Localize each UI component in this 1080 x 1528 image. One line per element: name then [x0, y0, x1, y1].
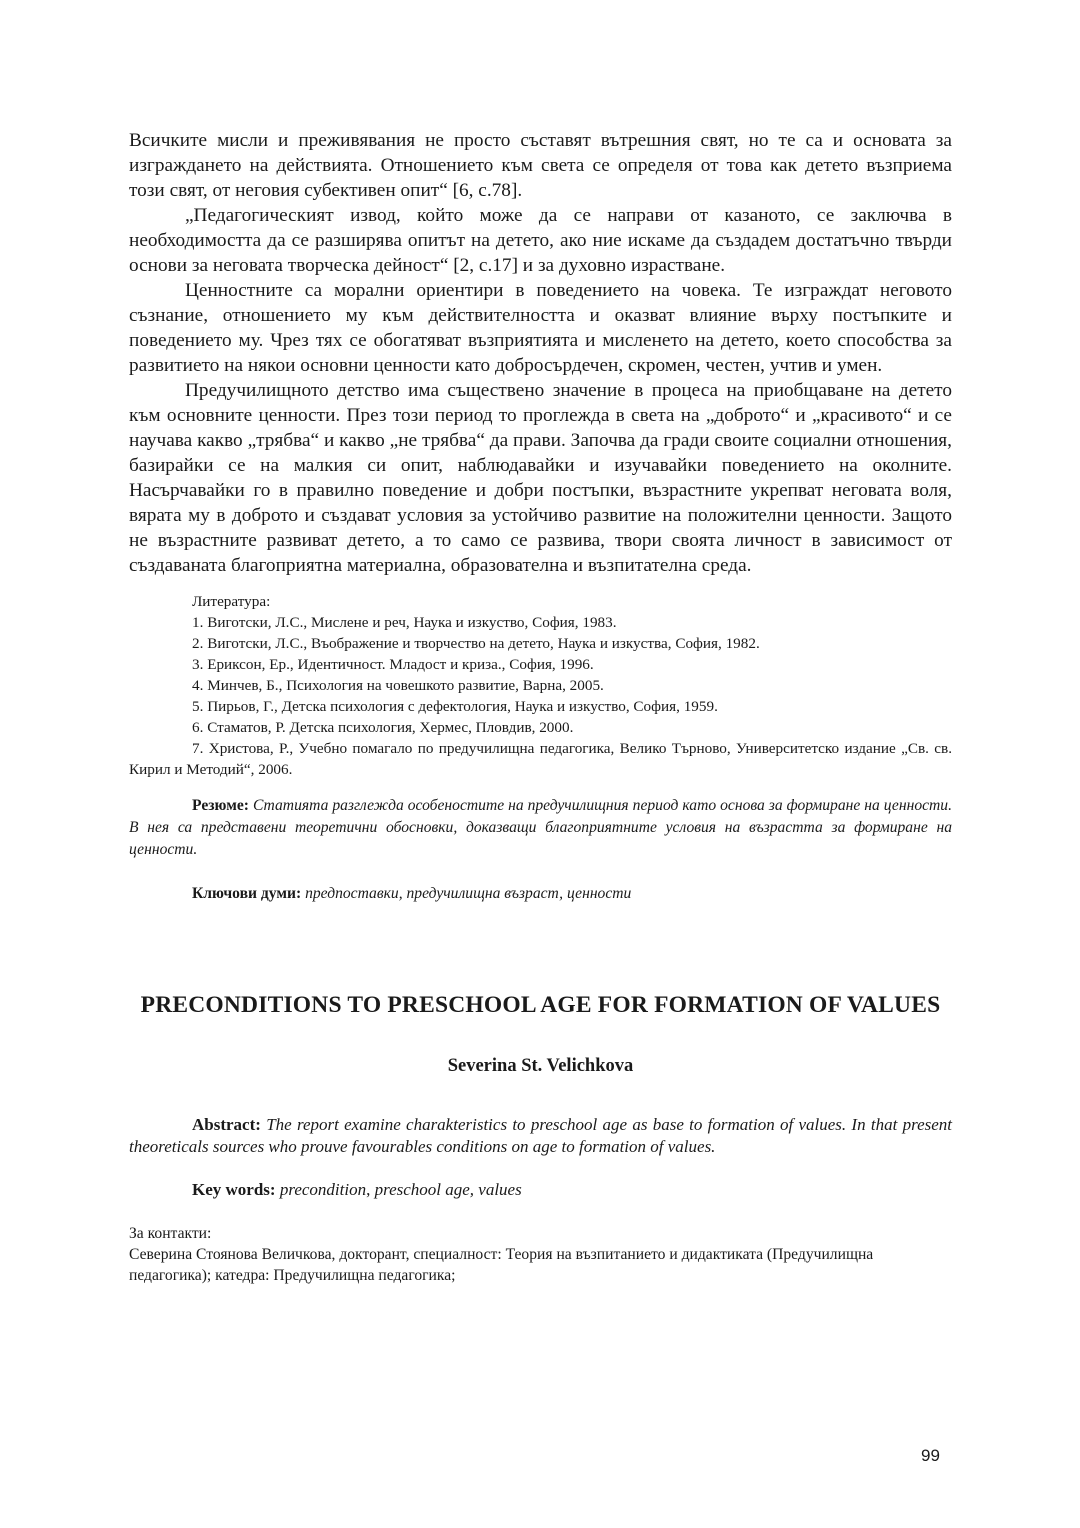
body-paragraph-3: Ценностните са морални ориентири в поведението на човека. Те изграждат неговото съзнание, отношението му към действителността и оказват влияние върху постъпките и поведението му. Чрез тях се обогатяват възприятията и мисленето на детето, което способства за развитието на някои основни ценности като добросърдечен, скромен, честен, учтив и умен. [129, 280, 952, 376]
keywords-bg-text: предпоставки, предучилищна възраст, ценности [305, 885, 632, 902]
document-page [129, 128, 952, 1286]
reference-item: 5. Пирьов, Г., Детска психология с дефектология, Наука и изкуство, София, 1959. [192, 698, 718, 715]
keywords-en-text-2: preschool age, values [374, 1180, 522, 1199]
body-paragraph-2: „Педагогическият извод, който може да се направи от казаното, се заключва в необходимостта да се разширява опитът на детето, ако ние искаме да създадем достатъчно твърди основи за неговата творческа дейност“ [2, с.17] и за духовно израстване. [129, 205, 952, 276]
abstract-label: Abstract: [192, 1115, 261, 1134]
abstract-text: The report examine charakteristics to preschool age as base to formation of values. In that present theoreticals sources who prouve favourables conditions on age to formation of values. [129, 1115, 953, 1156]
reference-item: 3. Ериксон, Ер., Идентичност. Младост и криза., София, 1996. [192, 656, 594, 673]
references-section [129, 591, 952, 780]
contacts-section [129, 1223, 952, 1286]
summary-label: Резюме: [192, 797, 249, 814]
keywords-bg [129, 883, 952, 905]
body-paragraph-1: Всичките мисли и преживявания не просто съставят вътрешния свят, но те са и основата за изграждането на действията. Отношението към света се определя от това как детето възприема този свят, от неговия субективен опит“ [6, с.78]. [129, 130, 952, 201]
keywords-en-label: Key words: [192, 1180, 276, 1199]
keywords-en-separator: , [366, 1180, 375, 1199]
page-number: 99 [921, 1446, 940, 1465]
references-label: Литература: [192, 593, 271, 610]
contacts-label: За контакти: [129, 1225, 212, 1242]
summary-text: Статията разглежда особеностите на предучилищния период като основа за формиране на ценности. В нея са представени теоретични обосновки, доказващи благоприятните условия на възрастта за формиране на ценности. [129, 797, 952, 858]
summary-bg [129, 795, 952, 861]
english-title: PRECONDITIONS TO PRESCHOOL AGE FOR FORMATION OF VALUES [140, 992, 941, 1018]
body-paragraph-4: Предучилищното детство има съществено значение в процеса на приобщаване на детето към основните ценности. През този период то проглежда в света на „доброто“ и „красивото“ и се научава какво „трябва“ и какво „не трябва“ да прави. Започва да гради своите социални отношения, базирайки се на малкия си опит, наблюдавайки и изучавайки поведението на околните. Насърчавайки го в правилно поведение и добри постъпки, възрастните укрепват неговата воля, вярата му в доброто и създават условия за устойчиво развитие на положителни ценности. Защото не възрастните развиват детето, а то само се развива, твори своята личност в зависимост от създаваната благоприятна материална, образователна и възпитателна среда. [129, 380, 952, 576]
reference-item: 6. Стаматов, Р. Детска психология, Хермес, Пловдив, 2000. [192, 719, 574, 736]
reference-item: 4. Минчев, Б., Психология на човешкото развитие, Варна, 2005. [192, 677, 604, 694]
author-name: Severina St. Velichkova [447, 1056, 634, 1076]
reference-item: 7. Христова, Р., Учебно помагало по предучилищна педагогика, Велико Търново, Университетско издание „Св. св. Кирил и Методий“, 2006. [129, 740, 952, 778]
reference-item: 1. Виготски, Л.С., Мислене и реч, Наука и изкуство, София, 1983. [192, 614, 617, 631]
abstract-en [129, 1114, 952, 1158]
reference-item: 2. Виготски, Л.С., Въображение и творчество на детето, Наука и изкуства, София, 1982. [192, 635, 760, 652]
keywords-en-text-1: precondition [279, 1180, 367, 1199]
keywords-en [129, 1179, 952, 1201]
contacts-text: Северина Стоянова Величкова, докторант, специалност: Теория на възпитанието и дидактиката (Предучилищна педагогика); катедра: Предучилищна педагогика; [129, 1246, 874, 1284]
keywords-bg-label: Ключови думи: [192, 885, 302, 902]
